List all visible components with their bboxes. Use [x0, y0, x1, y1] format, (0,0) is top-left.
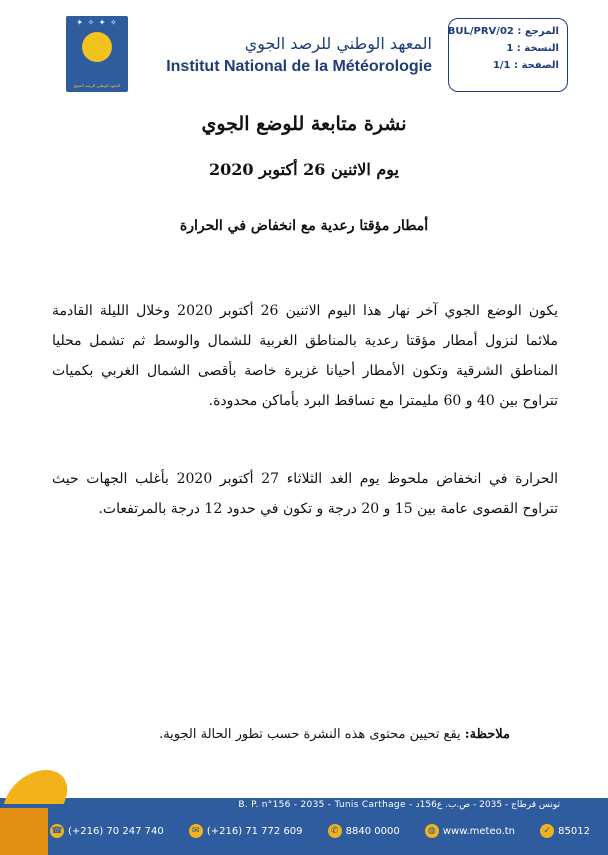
bulletin-headline: أمطار مؤقتا رعدية مع انخفاض في الحرارة [179, 218, 429, 234]
note-label: ملاحظة: [464, 727, 510, 742]
copy-label: النسخة : [516, 43, 559, 54]
copy-row [457, 40, 559, 57]
institute-name-fr: Institut National de la Météorologie [166, 58, 432, 75]
bulletin-note [60, 727, 510, 742]
footer-accent-corner [0, 808, 48, 855]
contact-phone-1 [50, 824, 164, 838]
reference-box [448, 18, 568, 92]
globe-icon: ◍ [425, 824, 439, 838]
fax-icon: ✉ [189, 824, 203, 838]
contact-website[interactable] [425, 824, 515, 838]
footer-accent-shape [4, 770, 76, 804]
phone-1-text: (+216) 70 247 740 [68, 825, 164, 837]
phone-icon: ☎ [51, 826, 63, 836]
handset-icon: ✆ [328, 824, 342, 838]
stars-icon: ✦ ✧ ✦ ✧ [76, 18, 118, 27]
page-row [457, 57, 559, 74]
info-icon: ✓ [540, 824, 554, 838]
reference-label: المرجع : [517, 26, 559, 37]
phone-3-text: 8840 0000 [345, 825, 400, 837]
inm-logo [66, 16, 128, 92]
reference-value: BUL/PRV/02 [447, 26, 514, 37]
page-label: الصفحة : [514, 60, 559, 71]
logo-caption: المعهد الوطني للرصد الجوي [73, 83, 121, 88]
sun-icon [82, 32, 112, 62]
code-text: 85012 [558, 825, 590, 837]
contact-phone-3 [328, 824, 400, 838]
website-text[interactable]: www.meteo.tn [442, 825, 516, 837]
page-value: 1/1 [492, 60, 511, 71]
footer-contacts [50, 822, 590, 840]
forecast-paragraph-rain: يكون الوضع الجوي آخر نهار هذا اليوم الاثنين 26 أكتوبر 2020 وخلال الليلة القادمة ملائما لنزول أمطار مؤقتا رعدية بالمناطق الغربية للشمال والوسط ثم تشمل محليا المناطق الشرقية وتكون الأمطار أحيانا غزيرة خاصة بأقصى الشمال الغربي بكميات تتراوح بين 40 و 60 مليمترا مع تساقط البرد بأماكن محدودة. [52, 303, 558, 409]
forecast-paragraph-temperature: الحرارة في انخفاض ملحوظ يوم الغد الثلاثاء 27 أكتوبر 2020 بأغلب الجهات حيث تتراوح القصوى عامة بين 15 و 20 درجة و تكون في حدود 12 درجة بالمرتفعات. [52, 471, 558, 517]
copy-value: 1 [506, 43, 514, 54]
footer-address: B. P. n°156 - 2035 - Tunis Carthage - تونس قرطاج - 2035 - ص.ب. ع156د [238, 800, 560, 810]
reference-row [447, 23, 559, 40]
contact-code [540, 824, 590, 838]
note-text: يقع تحيين محتوى هذه النشرة حسب تطور الحالة الجوية. [159, 727, 461, 742]
institute-name-ar: المعهد الوطني للرصد الجوي [244, 34, 432, 53]
bulletin-date: يوم الاثنين 26 أكتوبر 2020 [209, 160, 399, 179]
contact-phone-2 [189, 824, 303, 838]
phone-2-text: (+216) 71 772 609 [206, 825, 303, 837]
bulletin-title: نشرة متابعة للوضع الجوي [201, 113, 407, 135]
